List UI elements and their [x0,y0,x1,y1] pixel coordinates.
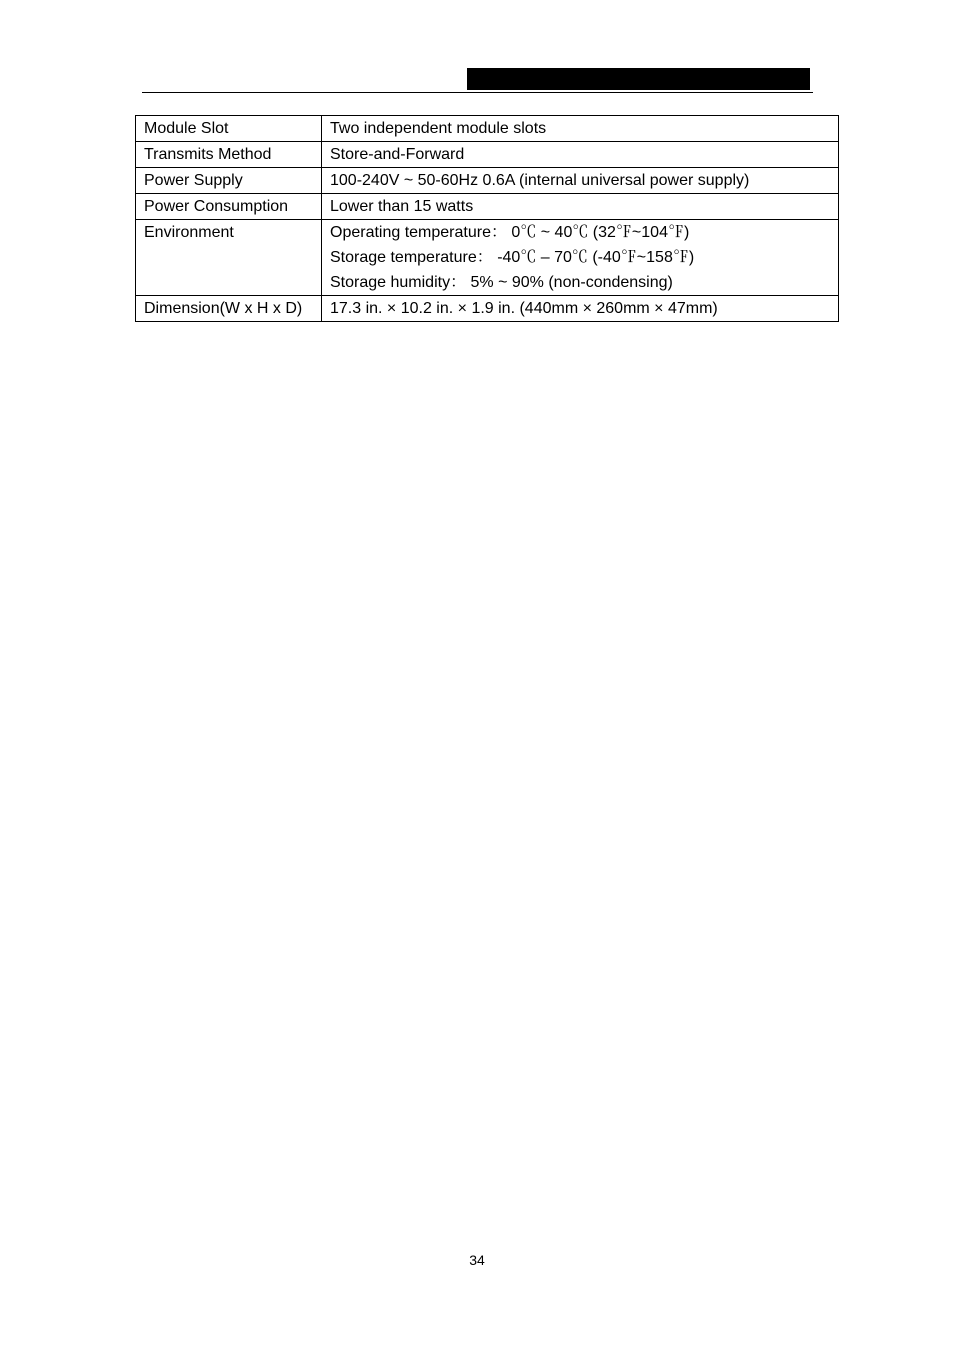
table-row [136,296,839,322]
operating-temperature-text: Operating temperature： 0℃ ~ 40℃ (32℉~104℉) [330,224,690,241]
table-row [136,168,839,194]
row-label: Power Consumption [136,194,322,220]
row-value: 17.3 in. × 10.2 in. × 1.9 in. (440mm × 260mm × 47mm) [322,296,839,322]
specifications-table [135,115,839,322]
row-label: Module Slot [136,116,322,142]
storage-humidity-text: Storage humidity： 5% ~ 90% (non-condensing) [330,274,673,291]
header-bar [467,68,810,90]
table-row [136,220,839,296]
row-label: Transmits Method [136,142,322,168]
row-value [322,220,839,296]
row-label: Dimension(W x H x D) [136,296,322,322]
table-row [136,142,839,168]
row-value: Lower than 15 watts [322,194,839,220]
page-number: 34 [469,1252,485,1268]
storage-temperature-text: Storage temperature： -40℃ – 70℃ (-40℉~158℉) [330,249,695,266]
row-label: Power Supply [136,168,322,194]
table-row [136,116,839,142]
row-value: 100-240V ~ 50-60Hz 0.6A (internal universal power supply) [322,168,839,194]
row-value: Store-and-Forward [322,142,839,168]
row-label: Environment [136,220,322,296]
table-row [136,194,839,220]
header-rule [142,92,813,93]
row-value: Two independent module slots [322,116,839,142]
